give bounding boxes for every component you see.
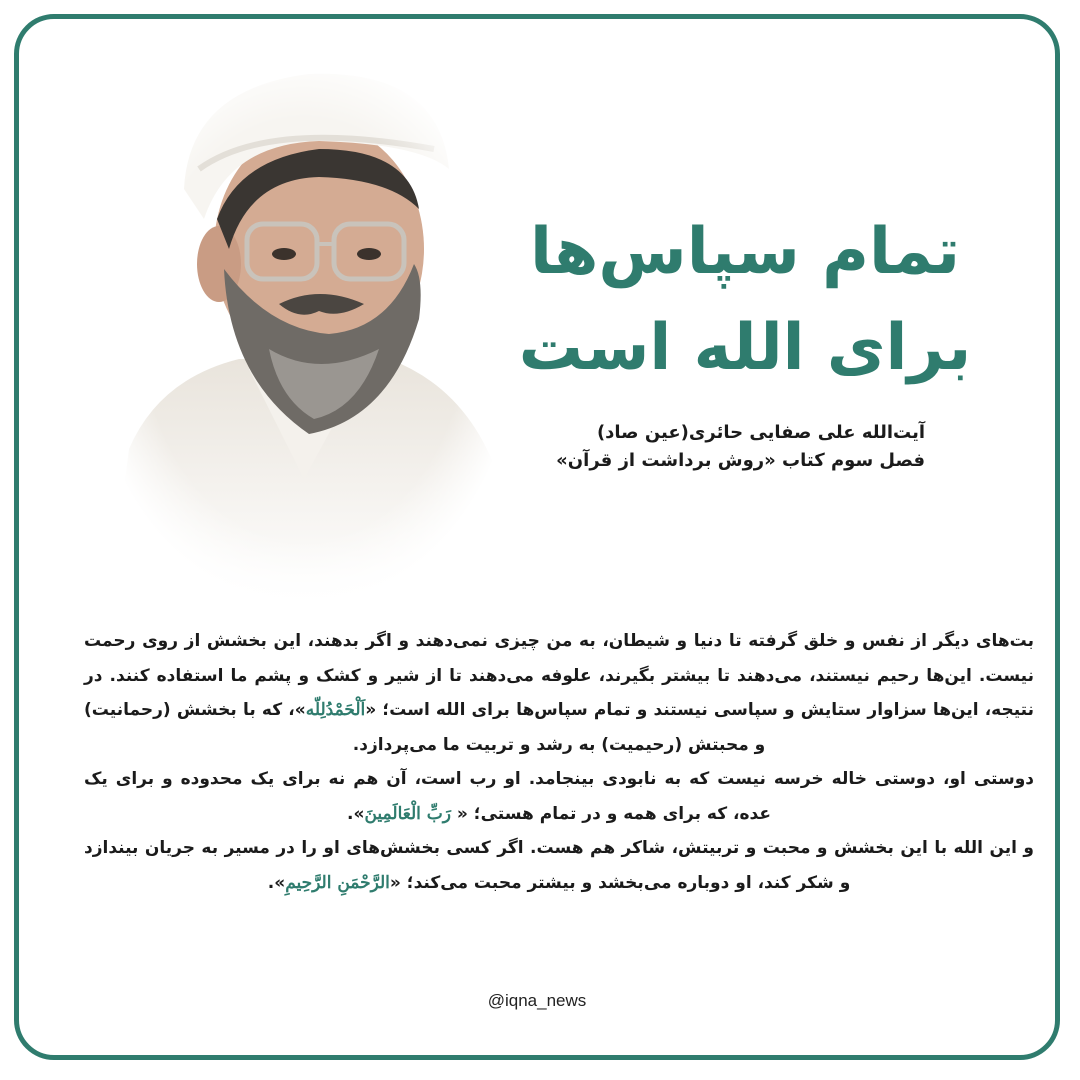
portrait-photo: [89, 49, 519, 609]
social-handle: @iqna_news: [487, 991, 587, 1010]
paragraph-2-text: دوستی او، دوستی خاله خرسه نیست که به نابودی بینجامد. او رب است، آن هم نه برای یک محدوده و برای یک عده، که برای همه و در تمام هستی؛ «: [84, 769, 1034, 824]
paragraph-3-text: و این الله با این بخشش و محبت و تربیتش، شاکر هم هست. اگر کسی بخشش‌های او را در مسیر به جریان بیندازد و شکر کند، او دوباره می‌بخشد و بیشتر محبت می‌کند؛ «: [84, 838, 1034, 893]
poster-title: [505, 204, 985, 396]
paragraph-1-text-end: »، که با بخشش (رحمانیت) و محبتش (رحیمیت) به رشد و تربیت ما می‌پردازد.: [84, 700, 766, 755]
paragraph-2: [84, 762, 1034, 831]
paragraph-2-text-end: ».: [347, 803, 365, 824]
paragraph-1-text: بت‌های دیگر از نفس و خلق گرفته تا دنیا و شیطان، به من چیزی نمی‌دهند و اگر بدهند، این بخشش از روی رحمت نیست. این‌ها رحیم نیستند، می‌دهند تا بیشتر بگیرند، علوفه می‌دهند تا از شیر و کشک و پشم ما استفاده کنند. در نتیجه، این‌ها سزاوار ستایش و سپاسی نیستند و تمام سپاس‌ها برای الله است؛ «: [84, 631, 1035, 720]
attribution: [505, 419, 925, 475]
title-line-2: برای الله است: [518, 311, 972, 385]
body-text: [84, 624, 1034, 900]
quran-verse-arrahman-arrahim: الرَّحْمَنِ الرَّحِیمِ: [285, 872, 390, 893]
book-source: فصل سوم کتاب «روش برداشت از قرآن»: [556, 450, 925, 471]
paragraph-3: [84, 831, 1034, 900]
poster-frame: [14, 14, 1060, 1060]
title-line-1: تمام سپاس‌ها: [530, 215, 960, 289]
author-name: آیت‌الله علی صفایی حائری(عین صاد): [596, 422, 925, 443]
quran-verse-alhamdulillah: اَلْحَمْدُلِلّه: [305, 700, 366, 720]
paragraph-1: [84, 624, 1034, 762]
quran-verse-rabbil-alamin: رَبِّ الْعَالَمِینَ: [364, 803, 451, 824]
paragraph-3-text-end: ».: [267, 872, 286, 893]
